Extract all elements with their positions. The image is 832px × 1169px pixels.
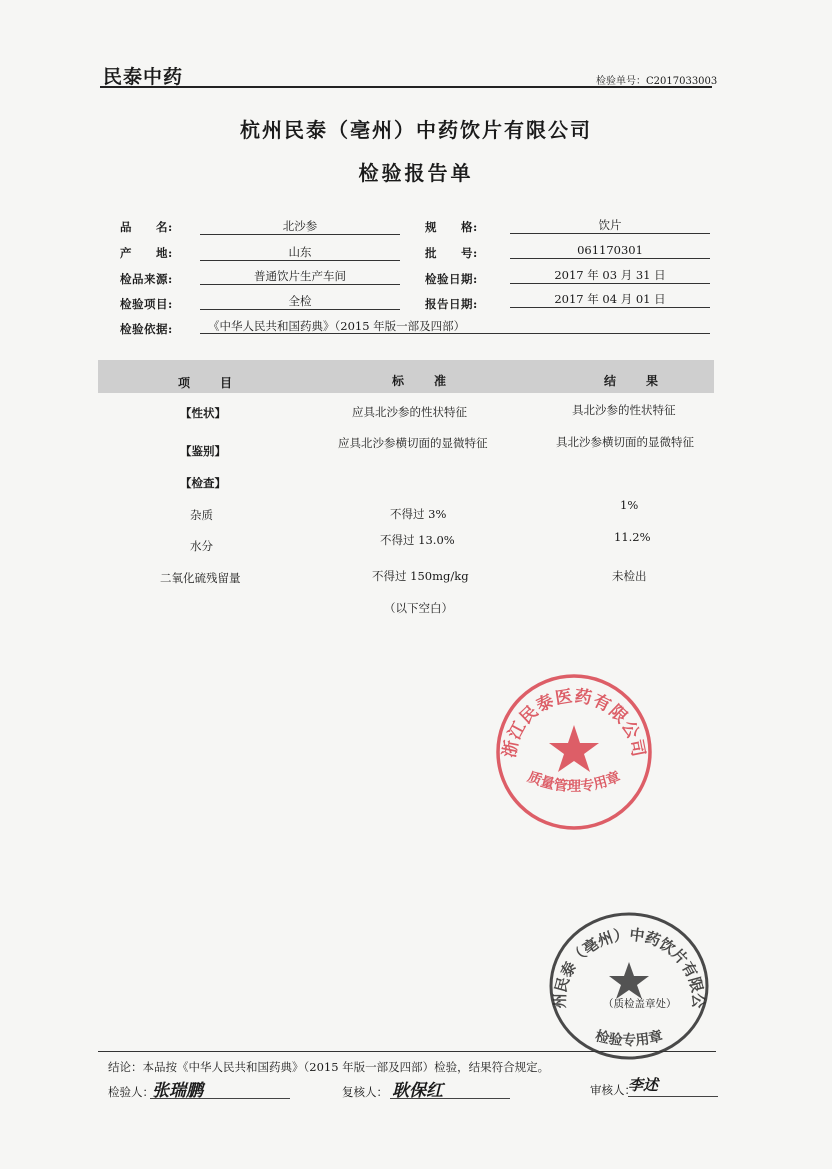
- company-logo: 民泰中药: [103, 66, 184, 88]
- product-name-value: 北沙参: [200, 218, 400, 235]
- quality-stamp: [495, 673, 653, 831]
- reviewer-sign-line: [390, 1098, 510, 1099]
- item-value: 全检: [200, 293, 400, 310]
- black-stamp-bottom-text: 检验专用章: [593, 1028, 665, 1049]
- basis-label: 检验依据:: [120, 322, 173, 336]
- company-name: 杭州民泰（亳州）中药饮片有限公司: [240, 118, 592, 142]
- spec-value: 饮片: [510, 217, 710, 234]
- traits-label: 【性状】: [180, 406, 226, 420]
- approver-signature: 李述: [628, 1076, 659, 1094]
- reviewer-signature: 耿保红: [392, 1081, 443, 1101]
- impurity-standard: 不得过 3%: [390, 507, 447, 521]
- spec-label: 规 格:: [425, 220, 478, 234]
- traits-result: 具北沙参的性状特征: [572, 403, 676, 417]
- water-result: 11.2%: [614, 530, 651, 544]
- stamp-placeholder-note: （质检盖章处）: [603, 998, 677, 1010]
- check-label: 【检查】: [180, 476, 226, 490]
- svg-text:杭州民泰（亳州）中药饮片有限公司: [547, 910, 707, 1009]
- blank-note: （以下空白）: [384, 601, 453, 615]
- report-number: 检验单号：C2017033003: [596, 76, 718, 87]
- report-date-label: 报告日期:: [425, 297, 478, 311]
- inspector-sign-line: [150, 1098, 290, 1099]
- ident-standard: 应具北沙参横切面的显微特征: [338, 436, 488, 450]
- batch-value: 061170301: [510, 242, 710, 259]
- ident-result: 具北沙参横切面的显微特征: [556, 435, 694, 449]
- inspector-label: 检验人：: [108, 1085, 154, 1099]
- approver-sign-line: [628, 1096, 718, 1097]
- approver-label: 审核人：: [590, 1083, 636, 1097]
- red-stamp-bottom-text: 质量管理专用章: [525, 768, 623, 795]
- conclusion-text: 结论：本品按《中华人民共和国药典》（2015 年版一部及四部）检验，结果符合规定。: [108, 1060, 550, 1074]
- ident-label: 【鉴别】: [180, 444, 226, 458]
- origin-value: 山东: [200, 244, 400, 261]
- red-stamp-top-text: 浙江民泰医药有限公司: [499, 686, 649, 760]
- inspector-signature: 张瑞鹏: [152, 1081, 203, 1101]
- inspection-stamp: [547, 910, 711, 1060]
- water-label: 水分: [190, 539, 213, 553]
- item-label: 检验项目:: [120, 297, 173, 311]
- water-standard: 不得过 13.0%: [380, 533, 455, 547]
- col-header-item: 项 目: [178, 376, 235, 390]
- col-header-standard: 标 准: [392, 374, 449, 388]
- so2-standard: 不得过 150mg/kg: [372, 569, 469, 583]
- svg-text:检验专用章: [594, 1027, 665, 1049]
- source-value: 普通饮片生产车间: [200, 268, 400, 285]
- black-stamp-top-text: 州民泰（亳州）中药饮片有限公: [550, 925, 708, 1009]
- impurity-result: 1%: [620, 498, 639, 512]
- so2-result: 未检出: [612, 569, 647, 583]
- reviewer-label: 复核人：: [342, 1085, 388, 1099]
- source-label: 检品来源:: [120, 272, 173, 286]
- product-name-label: 品 名:: [120, 220, 173, 234]
- conclusion-rule: [98, 1051, 716, 1052]
- test-date-value: 2017 年 03 月 31 日: [510, 267, 710, 284]
- batch-label: 批 号:: [425, 246, 478, 260]
- origin-label: 产 地:: [120, 246, 173, 260]
- svg-text:质量管理专用章: [525, 768, 623, 795]
- so2-label: 二氧化硫残留量: [160, 571, 241, 585]
- col-header-result: 结 果: [604, 374, 661, 388]
- impurity-label: 杂质: [190, 508, 213, 522]
- header-rule: [100, 86, 712, 88]
- page-title: 检验报告单: [358, 161, 474, 185]
- test-date-label: 检验日期:: [425, 272, 478, 286]
- traits-standard: 应具北沙参的性状特征: [352, 405, 467, 419]
- report-date-value: 2017 年 04 月 01 日: [510, 291, 710, 308]
- basis-value: 《中华人民共和国药典》（2015 年版一部及四部）: [200, 318, 710, 334]
